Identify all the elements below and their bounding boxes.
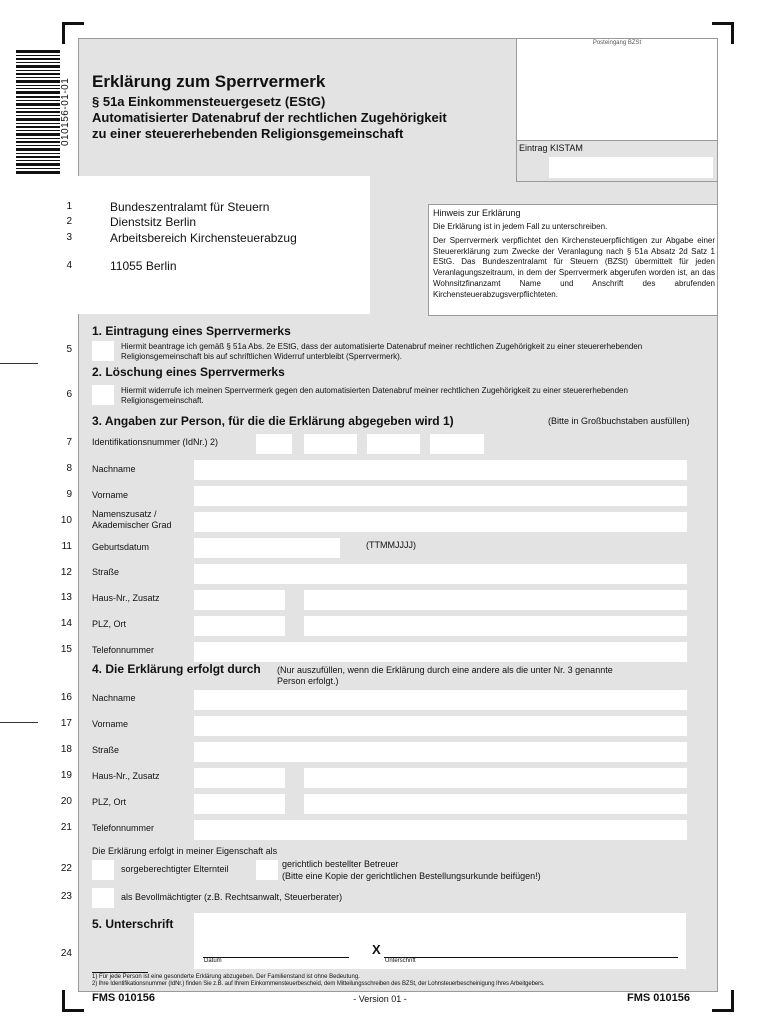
s4-strasse-label: Straße: [92, 745, 120, 755]
idnr-label: Identifikationsnummer (IdNr.) 2): [92, 437, 219, 447]
row-number: 20: [60, 796, 72, 807]
namenszusatz-label-1: Namenszusatz /: [92, 509, 157, 519]
row-number: 14: [60, 618, 72, 629]
kistam-field[interactable]: [549, 157, 713, 178]
row-number: 7: [66, 437, 72, 448]
strasse-label: Straße: [92, 567, 120, 577]
footnote-rule: [92, 972, 148, 973]
idnr-field-1[interactable]: [256, 434, 292, 454]
section-1-text: Hiermit beantrage ich gemäß § 51a Abs. 2e EStG, dass der automatisierte Datenabruf meiner rechtlichen Zugehörigkeit zu einer steuererhebenden Religionsgemeinschaft bis auf schriftlichen Widerruf unterbleibt (Sperrvermerk).: [121, 342, 643, 361]
hinweis-title: Hinweis zur Erklärung: [433, 208, 521, 218]
row-number: 19: [60, 770, 72, 781]
datum-label: Datum: [204, 958, 222, 964]
row-number: 2: [66, 216, 72, 227]
footer-form-code-left: FMS 010156: [92, 992, 155, 1004]
section-2-text: Hiermit widerrufe ich meinen Sperrvermerk gegen den automatisierten Datenabruf meiner rechtlichen Zugehörigkeit zu einer steuererhebenden Religionsgemeinschaft.: [121, 386, 628, 405]
elternteil-label: sorgeberechtigter Elternteil: [121, 864, 229, 874]
kistam-label: Eintrag KISTAM: [519, 143, 583, 153]
eigenschaft-label: Die Erklärung erfolgt in meiner Eigenschaft als: [92, 846, 278, 856]
signature-area[interactable]: [194, 913, 686, 969]
sperrvermerk-loeschen-checkbox[interactable]: [92, 385, 114, 405]
datum-line: [203, 957, 349, 958]
footer-form-code-right: FMS 010156: [627, 992, 690, 1004]
telefon-label: Telefonnummer: [92, 645, 155, 655]
address-line-4: 11055 Berlin: [110, 259, 177, 273]
geburtsdatum-field[interactable]: [194, 538, 340, 558]
section-3-title: 3. Angaben zur Person, für die die Erklärung abgegeben wird 1): [92, 414, 454, 428]
betreuer-label-1: gerichtlich bestellter Betreuer: [282, 859, 399, 869]
footnote-1: 1) Für jede Person ist eine gesonderte Erklärung abzugeben. Der Familienstand ist ohne Bedeutung.: [92, 974, 360, 980]
unterschrift-line: [384, 957, 678, 958]
hausnr-zusatz-field[interactable]: [304, 590, 687, 610]
betreuer-label-2: (Bitte eine Kopie der gerichtlichen Bestellungsurkunde beifügen!): [282, 871, 541, 881]
section-2-title: 2. Löschung eines Sperrvermerks: [92, 365, 285, 379]
bevollmaechtigter-label: als Bevollmächtigter (z.B. Rechtsanwalt, Steuerberater): [121, 892, 343, 902]
ort-field[interactable]: [304, 616, 687, 636]
section-4-title: 4. Die Erklärung erfolgt durch: [92, 662, 261, 676]
hausnr-label: Haus-Nr., Zusatz: [92, 593, 160, 603]
row-number: 16: [60, 692, 72, 703]
s4-vorname-label: Vorname: [92, 719, 129, 729]
strasse-field[interactable]: [194, 564, 687, 584]
plz-label: PLZ, Ort: [92, 619, 127, 629]
nachname-label: Nachname: [92, 464, 136, 474]
s4-strasse-field[interactable]: [194, 742, 687, 762]
footer-version: - Version 01 -: [353, 994, 407, 1004]
namenszusatz-field[interactable]: [194, 512, 687, 532]
s4-telefon-label: Telefonnummer: [92, 823, 155, 833]
betreuer-checkbox[interactable]: [256, 860, 278, 880]
row-number: 13: [60, 592, 72, 603]
idnr-field-3[interactable]: [367, 434, 420, 454]
row-number: 15: [60, 644, 72, 655]
barcode-number: 010156-01-01: [60, 77, 71, 146]
geburtsdatum-label: Geburtsdatum: [92, 542, 150, 552]
vorname-field[interactable]: [194, 486, 687, 506]
s4-hausnr-label: Haus-Nr., Zusatz: [92, 771, 160, 781]
signature-x-mark: X: [372, 942, 381, 957]
section-4-hint-2: Person erfolgt.): [277, 676, 339, 686]
s4-plz-label: PLZ, Ort: [92, 797, 127, 807]
s4-nachname-field[interactable]: [194, 690, 687, 710]
plz-field[interactable]: [194, 616, 285, 636]
nachname-field[interactable]: [194, 460, 687, 480]
hausnr-field[interactable]: [194, 590, 285, 610]
row-number: 22: [60, 863, 72, 874]
elternteil-checkbox[interactable]: [92, 860, 114, 880]
row-number: 6: [66, 389, 72, 400]
namenszusatz-label-2: Akademischer Grad: [92, 520, 172, 530]
corner-mark-bottom-left: [62, 990, 84, 1012]
s4-vorname-field[interactable]: [194, 716, 687, 736]
row-number: 21: [60, 822, 72, 833]
posteingang-label: Posteingang BZSt: [592, 40, 642, 46]
s4-plz-field[interactable]: [194, 794, 285, 814]
row-number: 10: [60, 515, 72, 526]
telefon-field[interactable]: [194, 642, 687, 662]
s4-hausnr-zusatz-field[interactable]: [304, 768, 687, 788]
row-number: 9: [66, 489, 72, 500]
row-number: 5: [66, 344, 72, 355]
s4-nachname-label: Nachname: [92, 693, 136, 703]
row-number: 23: [60, 891, 72, 902]
section-5-title: 5. Unterschrift: [92, 917, 174, 931]
hinweis-line-1: Die Erklärung ist in jedem Fall zu unterschreiben.: [433, 222, 608, 231]
address-line-3: Arbeitsbereich Kirchensteuerabzug: [110, 231, 297, 245]
idnr-field-4[interactable]: [430, 434, 484, 454]
barcode: [16, 50, 60, 176]
unterschrift-label: Unterschrift: [385, 958, 416, 964]
row-number: 8: [66, 463, 72, 474]
row-number: 24: [60, 948, 72, 959]
row-number: 18: [60, 744, 72, 755]
bevollmaechtigter-checkbox[interactable]: [92, 888, 114, 908]
form-title: Erklärung zum Sperrvermerk: [92, 72, 326, 91]
address-line-2: Dienstsitz Berlin: [110, 215, 197, 229]
vorname-label: Vorname: [92, 490, 129, 500]
row-number: 11: [61, 541, 72, 552]
s4-hausnr-field[interactable]: [194, 768, 285, 788]
s4-ort-field[interactable]: [304, 794, 687, 814]
footnote-2: 2) Ihre Identifikationsnummer (IdNr.) finden Sie z.B. auf Ihrem Einkommensteuerbescheid, dem Mitteilungsschreiben des BZSt, der Lohnsteuerbescheinigung Ihres Arbeitgebers.: [92, 981, 545, 987]
row-number: 1: [66, 201, 72, 212]
form-subtitle-1: § 51a Einkommensteuergesetz (EStG): [92, 94, 326, 109]
row-number: 3: [66, 232, 72, 243]
address-box: [78, 176, 370, 314]
section-3-hint: (Bitte in Großbuchstaben ausfüllen): [548, 416, 690, 426]
sperrvermerk-eintragen-checkbox[interactable]: [92, 341, 114, 361]
fold-mark: [0, 363, 38, 364]
fold-mark: [0, 722, 38, 723]
form-subtitle-3: zu einer steuererhebenden Religionsgemeinschaft: [92, 126, 404, 141]
date-format-hint: (TTMMJJJJ): [366, 540, 416, 550]
section-1-title: 1. Eintragung eines Sperrvermerks: [92, 324, 291, 338]
row-number: 4: [66, 260, 72, 271]
hinweis-text: Der Sperrvermerk verpflichtet den Kirchensteuerpflichtigen zur Abgabe einer Steuererklärung zum Zwecke der Veranlagung nach § 51a Absatz 2d Satz 1 EStG. Das Bundeszentralamt für Steuern (BZSt) übermittelt für jeden Veranlagungszeitraum, in dem der Sperrvermerk abgerufen worden ist, an das Wohnsitzfinanzamt Name und Anschrift des abrufenden Kirchensteuerabzugsverpflichteten.: [433, 236, 715, 299]
corner-mark-bottom-right: [712, 990, 734, 1012]
form-subtitle-2: Automatisierter Datenabruf der rechtlichen Zugehörigkeit: [92, 110, 447, 125]
row-number: 12: [60, 567, 72, 578]
row-number: 17: [60, 718, 72, 729]
idnr-field-2[interactable]: [304, 434, 357, 454]
section-4-hint-1: (Nur auszufüllen, wenn die Erklärung durch eine andere als die unter Nr. 3 genannte: [277, 665, 613, 675]
address-line-1: Bundeszentralamt für Steuern: [110, 200, 270, 214]
s4-telefon-field[interactable]: [194, 820, 687, 840]
